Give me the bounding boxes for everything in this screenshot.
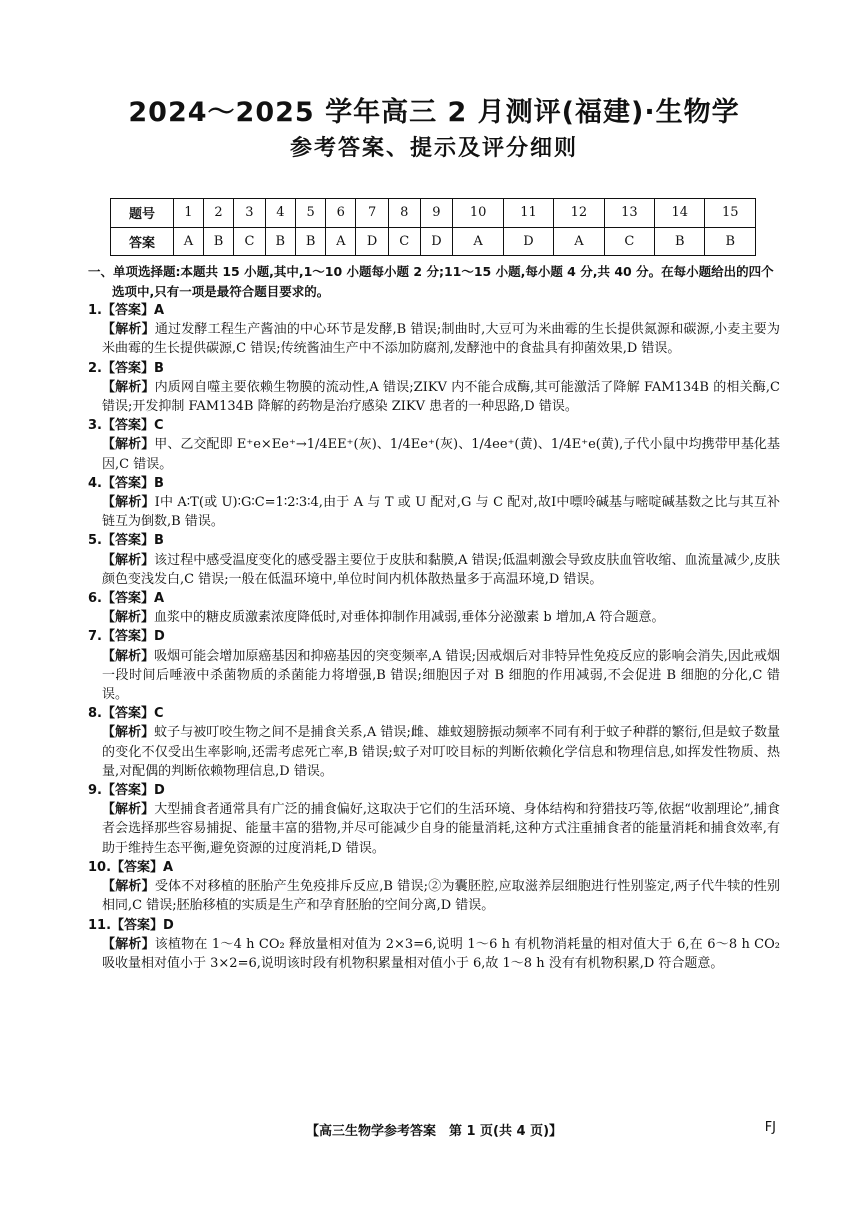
question-item [88, 627, 780, 704]
explanation [88, 435, 780, 473]
answer-line: 3.【答案】C [88, 418, 164, 434]
answer-cell: A [174, 227, 204, 256]
answer-cell: D [503, 227, 553, 256]
explanation [88, 608, 780, 627]
question-number-cell: 6 [326, 199, 356, 228]
explanation-text: 甲、乙交配即 E⁺e×Ee⁺→1/4EE⁺(灰)、1/4Ee⁺(灰)、1/4ee⁺(黄)、1/4E⁺e(黄),子代小鼠中均携带甲基化基因,C 错误。 [102, 437, 780, 472]
explanation-tag: 【解析】 [102, 322, 155, 338]
answer-line: 9.【答案】D [88, 783, 165, 799]
explanation-text: 该过程中感受温度变化的感受器主要位于皮肤和黏膜,A 错误;低温刺激会导致皮肤血管收缩、血流量减少,皮肤颜色变浅发白,C 错误;一般在低温环境中,单位时间内机体散热量多于高温环境,D 错误。 [102, 552, 780, 587]
explanation [88, 800, 780, 858]
section-instructions: 一、单项选择题:本题共 15 小题,其中,1～10 小题每小题 2 分;11～15 小题,每小题 4 分,共 40 分。在每小题给出的四个选项中,只有一项是最符合题目要求的。 [88, 264, 774, 299]
document-body [88, 262, 780, 973]
answer-line: 1.【答案】A [88, 303, 165, 318]
explanation-tag: 【解析】 [102, 725, 155, 741]
answer-table-answer-row [111, 227, 756, 256]
explanation-text: 内质网自噬主要依赖生物膜的流动性,A 错误;ZIKV 内不能合成酶,其可能激活了降解 FAM134B 的相关酶,C 错误;开发抑制 FAM134B 降解的药物是治疗感染 ZIKV 患者的一种思路,D 错误。 [102, 379, 780, 415]
question-item [88, 589, 780, 627]
question-number-cell: 10 [453, 199, 503, 228]
answer-line: 4.【答案】B [88, 475, 164, 491]
question-number-cell: 3 [234, 199, 265, 228]
explanation-tag: 【解析】 [102, 437, 155, 453]
answer-cell: C [234, 227, 265, 256]
answer-cell: B [265, 227, 295, 256]
explanation-tag: 【解析】 [102, 936, 155, 952]
question-item [88, 531, 780, 589]
answer-cell: B [705, 227, 756, 256]
answer-table [110, 198, 756, 256]
question-number-cell: 1 [174, 199, 204, 228]
question-item [88, 781, 780, 858]
explanation [88, 877, 780, 915]
question-number-cell: 2 [203, 199, 233, 228]
answer-line: 8.【答案】C [88, 706, 164, 722]
question-number-cell: 8 [389, 199, 420, 228]
explanation-text: 该植物在 1～4 h CO₂ 释放量相对值为 2×3=6,说明 1～6 h 有机物消耗量的相对值大于 6,在 6～8 h CO₂ 吸收量相对值小于 3×2=6,说明该时段有机物积累量相对值小于 6,故 1～8 h 没有有机物积累,D 符合题意。 [102, 936, 780, 971]
document-subtitle: 参考答案、提示及评分细则 [289, 136, 578, 161]
explanation-tag: 【解析】 [102, 879, 155, 895]
answer-cell: C [389, 227, 420, 256]
explanation [88, 723, 780, 781]
answer-line: 7.【答案】D [88, 629, 165, 645]
explanation-text: 受体不对移植的胚胎产生免疫排斥反应,B 错误;②为囊胚腔,应取滋养层细胞进行性别鉴定,两子代牛犊的性别相同,C 错误;胚胎移植的实质是生产和孕育胚胎的空间分离,D 错误。 [102, 879, 780, 914]
explanation [88, 647, 780, 705]
question-item [88, 704, 780, 781]
question-item [88, 359, 780, 417]
answer-line: 6.【答案】A [88, 591, 165, 607]
answer-line: 2.【答案】B [88, 360, 164, 376]
explanation [88, 551, 780, 589]
answer-cell: A [453, 227, 503, 256]
question-number-cell: 9 [420, 199, 453, 228]
explanation [88, 378, 780, 416]
question-number-cell: 4 [265, 199, 295, 228]
explanation-tag: 【解析】 [102, 610, 155, 626]
explanation-tag: 【解析】 [102, 802, 155, 818]
page-footer: 【高三生物学参考答案 第 1 页(共 4 页)】 [305, 1124, 563, 1139]
answer-line: 5.【答案】B [88, 533, 164, 549]
question-list [88, 301, 780, 973]
answer-row-header: 答案 [111, 227, 174, 256]
question-item [88, 474, 780, 532]
answer-cell: B [296, 227, 326, 256]
question-item [88, 301, 780, 359]
explanation [88, 935, 780, 973]
explanation-text: Ⅰ中 A∶T(或 U)∶G∶C=1∶2∶3∶4,由于 A 与 T 或 U 配对,G 与 C 配对,故Ⅰ中嘌呤碱基与嘧啶碱基数之比与其互补链互为倒数,B 错误。 [102, 495, 780, 530]
answer-cell: D [420, 227, 453, 256]
question-number-cell: 13 [604, 199, 654, 228]
answer-line: 11.【答案】D [88, 917, 174, 933]
explanation-text: 通过发酵工程生产酱油的中心环节是发酵,B 错误;制曲时,大豆可为米曲霉的生长提供氮源和碳源,小麦主要为米曲霉的生长提供碳源,C 错误;传统酱油生产中不添加防腐剂,发酵池中的食盐具有抑菌效果,D 错误。 [102, 322, 780, 357]
answer-cell: C [604, 227, 654, 256]
explanation [88, 493, 780, 531]
answer-cell: B [203, 227, 233, 256]
question-item [88, 858, 780, 916]
explanation [88, 320, 780, 358]
answer-table-number-row [111, 199, 756, 228]
question-number-cell: 15 [705, 199, 756, 228]
answer-cell: A [326, 227, 356, 256]
answer-line: 10.【答案】A [88, 859, 174, 875]
question-item [88, 416, 780, 474]
question-number-cell: 12 [554, 199, 604, 228]
explanation-tag: 【解析】 [102, 648, 155, 664]
answer-cell: B [655, 227, 705, 256]
question-number-cell: 7 [356, 199, 389, 228]
answer-cell: D [356, 227, 389, 256]
number-row-header: 题号 [111, 199, 174, 228]
explanation-text: 大型捕食者通常具有广泛的捕食偏好,这取决于它们的生活环境、身体结构和狩猎技巧等,依据“收割理论”,捕食者会选择那些容易捕捉、能量丰富的猎物,并尽可能减少自身的能量消耗,这种方式注重捕食者的能量消耗和捕食效率,有助于维持生态平衡,避免资源的过度消耗,D 错误。 [102, 802, 780, 856]
document-title: 2024～2025 学年高三 2 月测评(福建)·生物学 [128, 97, 740, 128]
explanation-text: 蚊子与被叮咬生物之间不是捕食关系,A 错误;雌、雄蚊翅膀振动频率不同有利于蚊子种群的繁衍,但是蚊子数量的变化不仅受出生率影响,还需考虑死亡率,B 错误;蚊子对叮咬目标的判断依赖化学信息和物理信息,如挥发性物质、热量,对配偶的判断依赖物理信息,D 错误。 [102, 725, 780, 779]
explanation-tag: 【解析】 [102, 552, 155, 568]
explanation-tag: 【解析】 [102, 379, 155, 395]
explanation-tag: 【解析】 [102, 495, 155, 511]
question-number-cell: 5 [296, 199, 326, 228]
region-code: FJ [764, 1120, 776, 1135]
explanation-text: 吸烟可能会增加原癌基因和抑癌基因的突变频率,A 错误;因戒烟后对非特异性免疫反应的影响会消失,因此戒烟一段时间后唾液中杀菌物质的杀菌能力将增强,B 错误;细胞因子对 B 细胞的作用减弱,不会促进 B 细胞的分化,C 错误。 [102, 648, 780, 703]
question-number-cell: 11 [503, 199, 553, 228]
answer-cell: A [554, 227, 604, 256]
question-item [88, 916, 780, 974]
explanation-text: 血浆中的糖皮质激素浓度降低时,对垂体抑制作用减弱,垂体分泌激素 b 增加,A 符合题意。 [154, 610, 665, 626]
question-number-cell: 14 [655, 199, 705, 228]
